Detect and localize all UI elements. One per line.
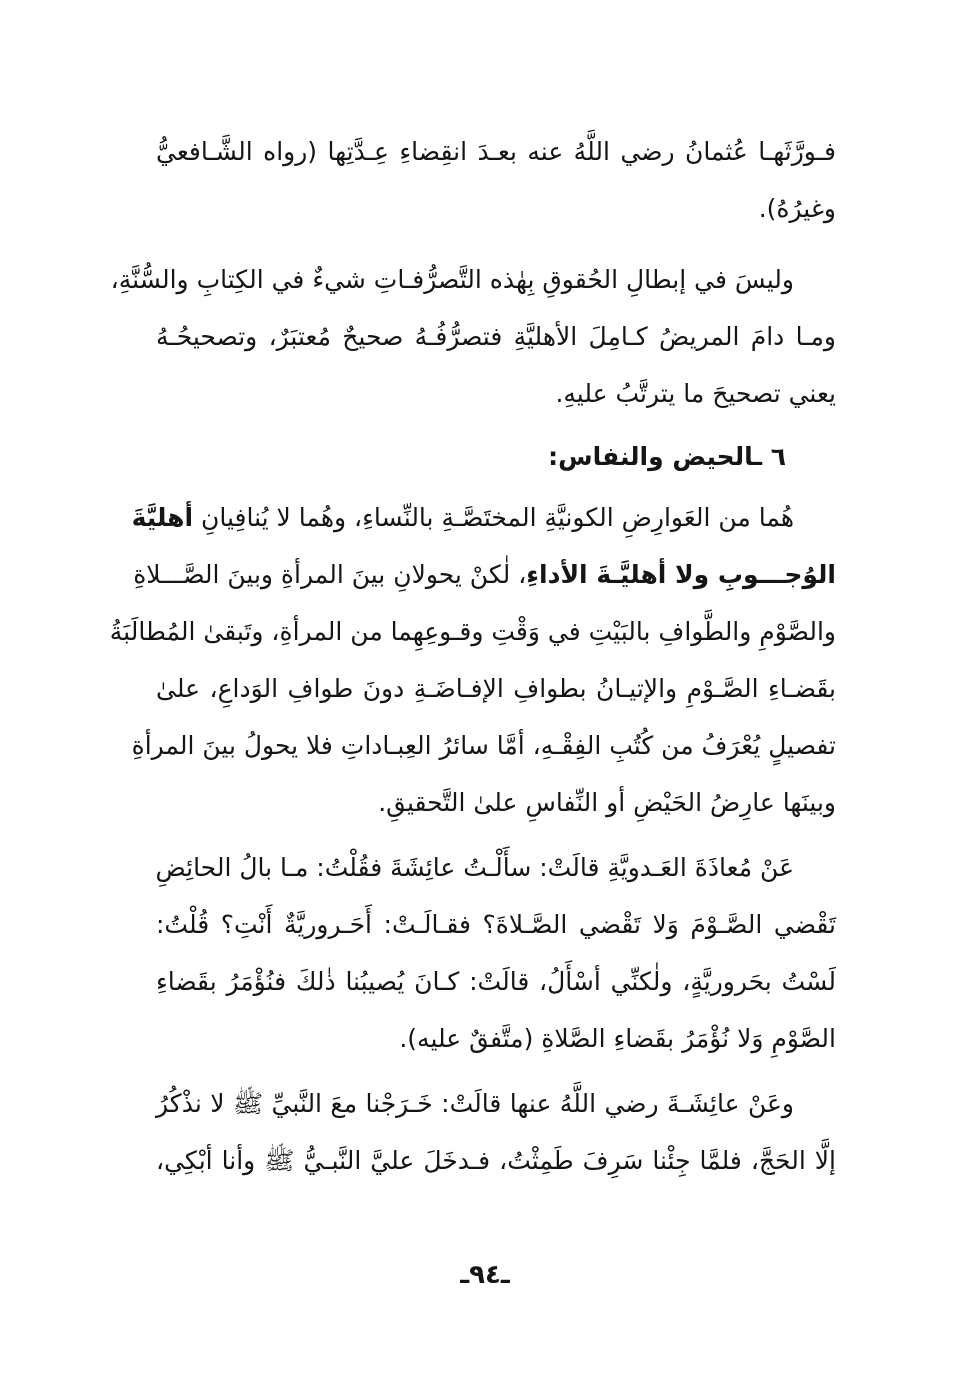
text-line: وعَنْ عائِشَـةَ رضي اللَّهُ عنها قالَتْ: خَـرَجْنا معَ النَّبيِّ ﷺ لا نذْكُرُ [156,1089,794,1118]
text-line: فـورَّثَهـا عُثمانُ رضي اللَّهُ عنه بعـدَ انقِضاءِ عِـدَّتِها (رواه الشَّـافعيُّ [156,137,836,166]
text-body [109,123,836,1189]
bold-term: أهليَّةَ [131,503,194,532]
paragraph [156,123,836,237]
text-line: والصَّوْمِ والطَّوافِ بالبَيْتِ في وَقْتِ وقـوعِهِما من المرأةِ، وتَبقىٰ المُطالَبَةُ [109,617,836,646]
bold-term: الوُجـــوبِ ولا أهليَّـةَ الأداءِ [526,560,836,589]
text-segment: ، لٰكنْ يحولانِ بينَ المرأةِ وبينَ الصَّـــلاةِ [133,560,527,589]
paragraph [156,839,836,1067]
text-line: وغيرُهُ). [758,194,836,223]
text-segment: هُما من العَوارِضِ الكونيَّةِ المختَصَّـةِ بالنِّساءِ، وهُما لا يُنافِيانِ [201,503,794,532]
page-number: ـ٩٤ـ [460,1260,510,1290]
text-line: ومـا دامَ المريضُ كـامِلَ الأهليَّةِ فتصرُّفُـهُ صحيحٌ مُعتبَرٌ، وتصحيحُـهُ [156,322,836,351]
text-line: تَقْضي الصَّـوْمَ وَلا تَقْضي الصَّـلاةَ؟ فقـالَـتْ: أَحَـروريَّةٌ أَنْتِ؟ قُلْتُ: [156,910,836,939]
text-line: وبينَها عارِضُ الحَيْضِ أو النِّفاسِ علىٰ التَّحقيقِ. [378,788,836,817]
text-line: بقَضـاءِ الصَّـوْمِ والإتيـانُ بطوافِ الإفـاضَـةِ دونَ طوافِ الوَداعِ، علىٰ [156,674,836,703]
paragraph [156,1075,836,1189]
text-line: وليسَ في إبطالِ الحُقوقِ بِهٰذه التَّصرُّفـاتِ شيءٌ في الكِتابِ والسُّنَّةِ، [110,265,794,294]
paragraph [110,251,836,422]
text-line: عَنْ مُعاذَةَ العَـدويَّةِ قالَتْ: سأَلْـتُ عائِشَةَ فقُلْتُ: مـا بالُ الحائِضِ [155,853,794,882]
text-line: يعني تصحيحَ ما يترتَّبُ عليهِ. [555,379,836,408]
text-line: لَسْتُ بحَروريَّةٍ، ولٰكنِّي أسْأَلُ، قالَتْ: كـانَ يُصيبُنا ذٰلكَ فنُؤْمَرُ بقَضاءِ [156,967,836,996]
section-heading: ٦ ـالحيض والنفاس: [548,442,786,471]
text-line: تفصيلٍ يُعْرَفُ من كُتُبِ الفِقْـهِ، أمَّا سائرُ العِبـاداتِ فلا يحولُ بينَ المرأةِ [131,731,836,760]
paragraph [109,489,836,831]
text-line [133,546,836,603]
text-line: إلَّا الحَجَّ، فلمَّا جِئْنا سَرِفَ طَمِثْتُ، فـدخَلَ عليَّ النَّبـيُّ ﷺ وأنا أبْكِي، [156,1146,836,1175]
text-line [131,489,836,546]
text-line: الصَّوْمِ وَلا نُؤْمَرُ بقَضاءِ الصَّلاةِ (متَّفقٌ عليه). [399,1024,836,1053]
